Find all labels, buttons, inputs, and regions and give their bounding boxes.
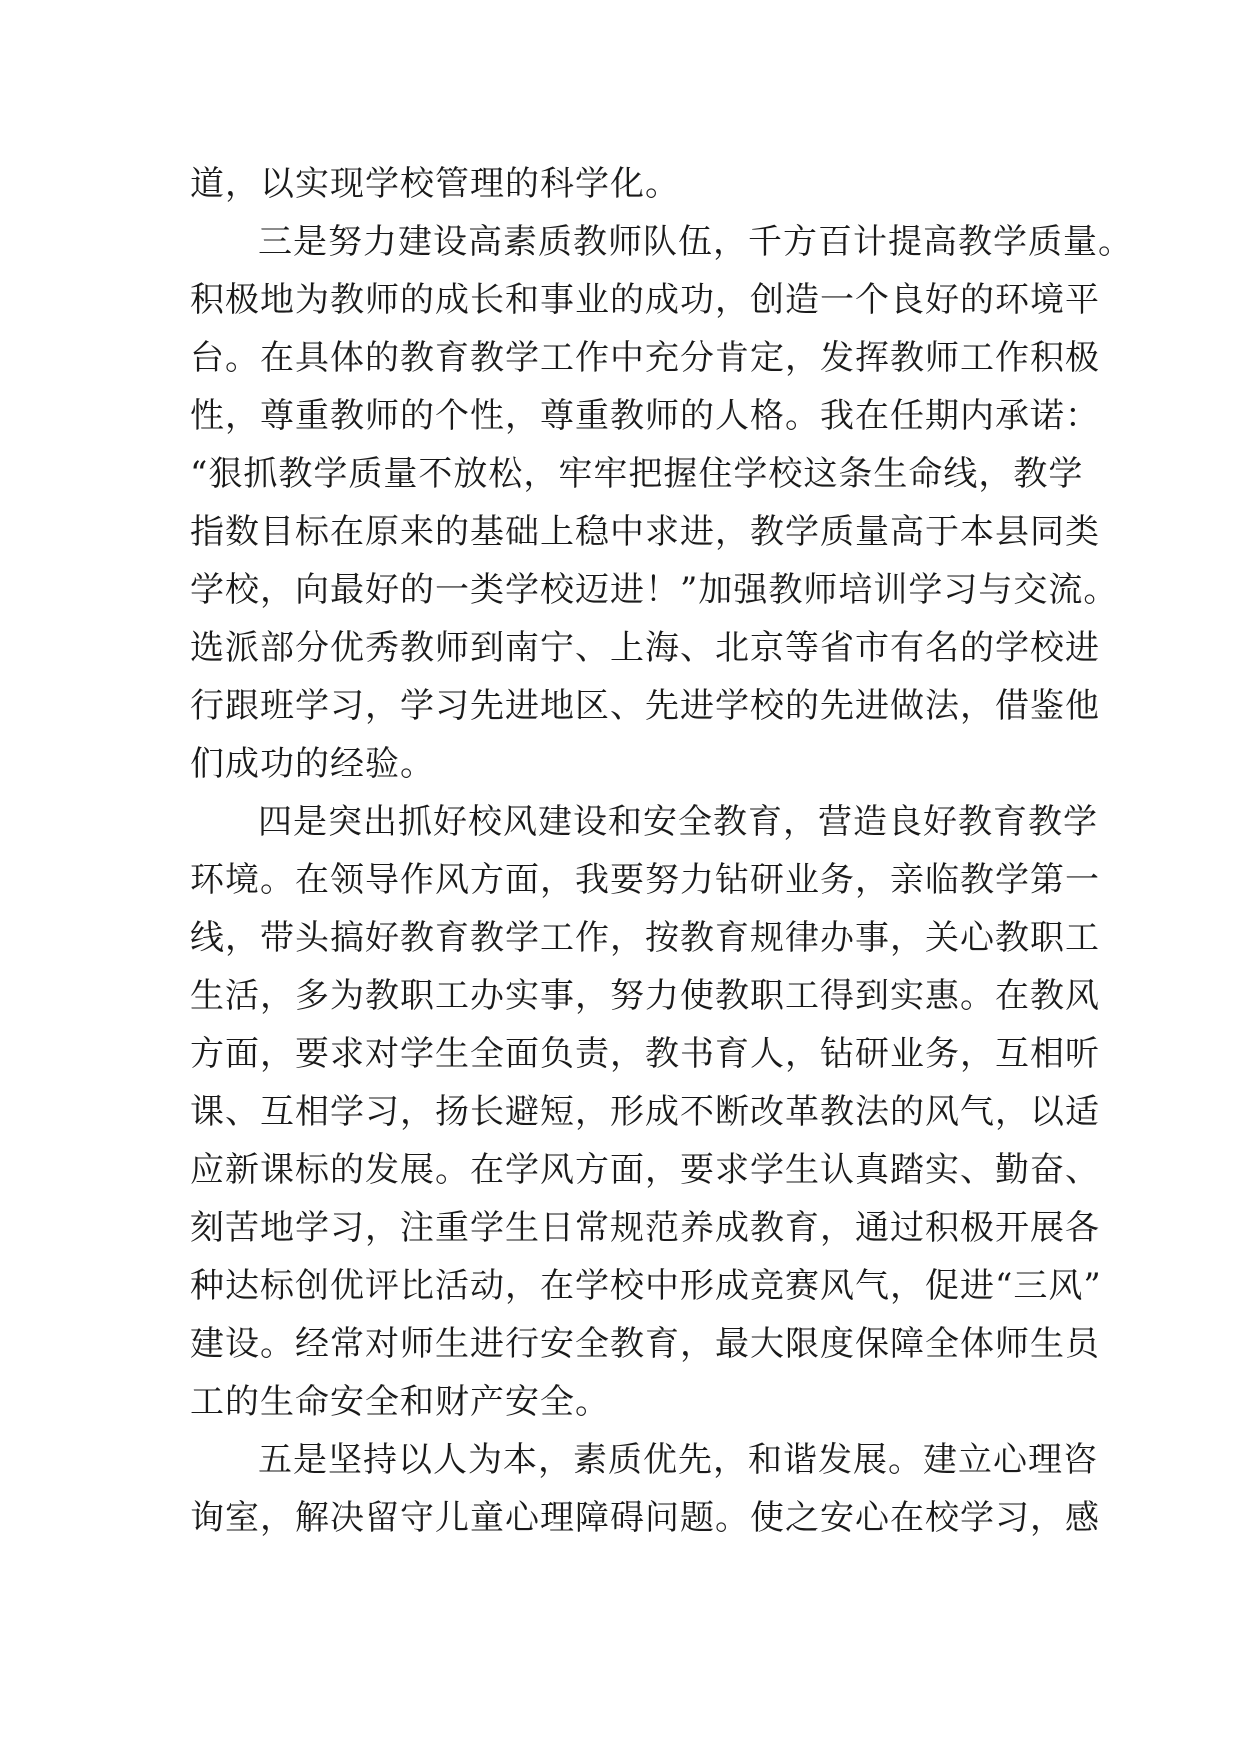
text-line: 方面，要求对学生全面负责，教书育人，钻研业务，互相听 [190,1034,1100,1074]
text-line: 性，尊重教师的个性，尊重教师的人格。我在任期内承诺： [190,396,1100,436]
paragraph-start-line: 四是突出抓好校风建设和安全教育，营造良好教育教学 [258,802,1098,842]
text-line: 刻苦地学习，注重学生日常规范养成教育，通过积极开展各 [190,1208,1100,1248]
text-line: 们成功的经验。 [190,744,435,784]
text-line: 道，以实现学校管理的科学化。 [190,164,680,204]
text-line: 线，带头搞好教育教学工作，按教育规律办事，关心教职工 [190,918,1100,958]
paragraph-start-line: 五是坚持以人为本，素质优先，和谐发展。建立心理咨 [258,1440,1098,1480]
text-line: “狠抓教学质量不放松，牢牢把握住学校这条生命线，教学 [190,454,1084,494]
text-line: 积极地为教师的成长和事业的成功，创造一个良好的环境平 [190,280,1100,320]
text-line: 生活，多为教职工办实事，努力使教职工得到实惠。在教风 [190,976,1100,1016]
text-line: 课、互相学习，扬长避短，形成不断改革教法的风气，以适 [190,1092,1100,1132]
text-line: 询室，解决留守儿童心理障碍问题。使之安心在校学习，感 [190,1498,1100,1538]
text-line: 选派部分优秀教师到南宁、上海、北京等省市有名的学校进 [190,628,1100,668]
body-text [190,155,1133,1547]
text-line: 建设。经常对师生进行安全教育，最大限度保障全体师生员 [190,1324,1100,1364]
text-line: 环境。在领导作风方面，我要努力钻研业务，亲临教学第一 [190,860,1100,900]
text-line: 种达标创优评比活动，在学校中形成竞赛风气，促进“三风” [190,1266,1102,1306]
text-line: 行跟班学习，学习先进地区、先进学校的先进做法，借鉴他 [190,686,1100,726]
text-line: 应新课标的发展。在学风方面，要求学生认真踏实、勤奋、 [190,1150,1100,1190]
text-line: 台。在具体的教育教学工作中充分肯定，发挥教师工作积极 [190,338,1100,378]
text-line: 学校，向最好的一类学校迈进！”加强教师培训学习与交流。 [190,570,1119,610]
paragraph-start-line: 三是努力建设高素质教师队伍，千方百计提高教学质量。 [258,222,1133,262]
text-line: 指数目标在原来的基础上稳中求进，教学质量高于本县同类 [190,512,1100,552]
text-line: 工的生命安全和财产安全。 [190,1382,610,1422]
